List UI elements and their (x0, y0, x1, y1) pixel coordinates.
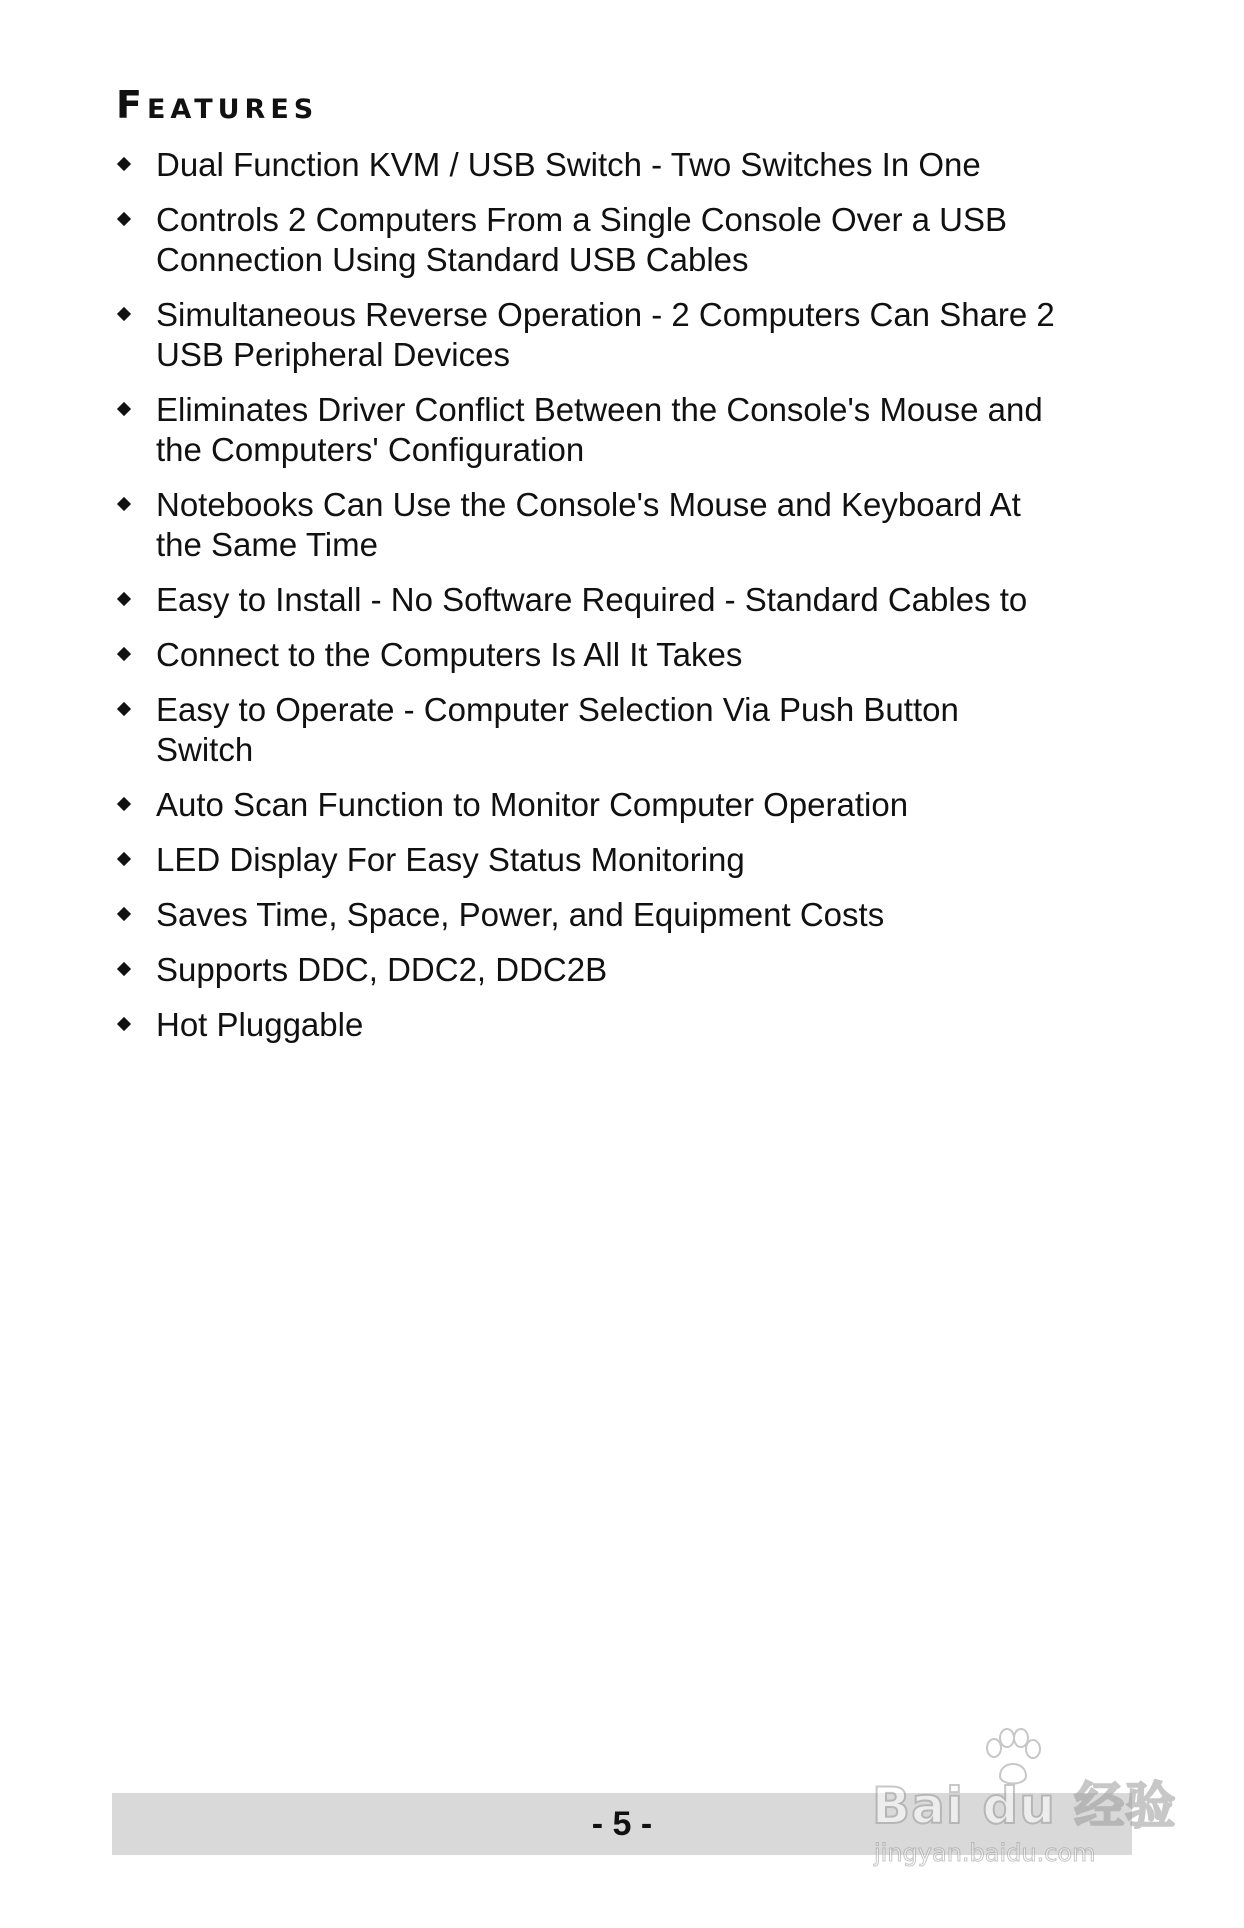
feature-text-line: the Computers' Configuration (156, 431, 585, 468)
diamond-bullet-icon (117, 962, 131, 976)
feature-text-line: Easy to Operate - Computer Selection Via Push Button (156, 691, 959, 728)
feature-item (112, 785, 1132, 825)
diamond-bullet-icon (117, 497, 131, 511)
feature-text-line: Switch (156, 731, 254, 768)
feature-item (112, 840, 1132, 880)
diamond-bullet-icon (117, 647, 131, 661)
feature-text-line: Eliminates Driver Conflict Between the Console's Mouse and (156, 391, 1043, 428)
feature-item (112, 690, 1132, 770)
feature-text-line: Connect to the Computers Is All It Takes (156, 636, 743, 673)
feature-item (112, 580, 1132, 620)
feature-item (112, 145, 1132, 185)
feature-text-line: Saves Time, Space, Power, and Equipment Costs (156, 896, 885, 933)
feature-text-line: the Same Time (156, 526, 378, 563)
watermark-brand: Bai du 经验 (872, 1777, 1177, 1835)
diamond-bullet-icon (117, 1017, 131, 1031)
feature-text-line: Dual Function KVM / USB Switch - Two Switches In One (156, 146, 981, 183)
feature-text-line: Notebooks Can Use the Console's Mouse and Keyboard At (156, 486, 1021, 523)
feature-item (112, 635, 1132, 675)
diamond-bullet-icon (117, 907, 131, 921)
feature-text-line: Supports DDC, DDC2, DDC2B (156, 951, 608, 988)
feature-item (112, 390, 1132, 470)
diamond-bullet-icon (117, 592, 131, 606)
watermark-url: jingyan.baidu.com (874, 1839, 1096, 1867)
feature-item (112, 295, 1132, 375)
diamond-bullet-icon (117, 852, 131, 866)
diamond-bullet-icon (117, 307, 131, 321)
feature-text-line: Controls 2 Computers From a Single Console Over a USB (156, 201, 1008, 238)
feature-text-line: Connection Using Standard USB Cables (156, 241, 749, 278)
section-heading: Features (116, 83, 319, 127)
feature-item (112, 200, 1132, 280)
feature-list (112, 145, 1132, 1060)
feature-item (112, 485, 1132, 565)
feature-item (112, 1005, 1132, 1045)
feature-item (112, 950, 1132, 990)
diamond-bullet-icon (117, 157, 131, 171)
baidu-watermark (872, 1728, 1177, 1878)
diamond-bullet-icon (117, 402, 131, 416)
diamond-bullet-icon (117, 797, 131, 811)
feature-text-line: Easy to Install - No Software Required - Standard Cables to (156, 581, 1028, 618)
feature-text-line: LED Display For Easy Status Monitoring (156, 841, 745, 878)
feature-text-line: Simultaneous Reverse Operation - 2 Computers Can Share 2 (156, 296, 1055, 333)
feature-item (112, 895, 1132, 935)
feature-text-line: Auto Scan Function to Monitor Computer Operation (156, 786, 909, 823)
diamond-bullet-icon (117, 702, 131, 716)
feature-text-line: USB Peripheral Devices (156, 336, 510, 373)
feature-text-line: Hot Pluggable (156, 1006, 364, 1043)
page-number: - 5 - (591, 1805, 653, 1843)
diamond-bullet-icon (117, 212, 131, 226)
